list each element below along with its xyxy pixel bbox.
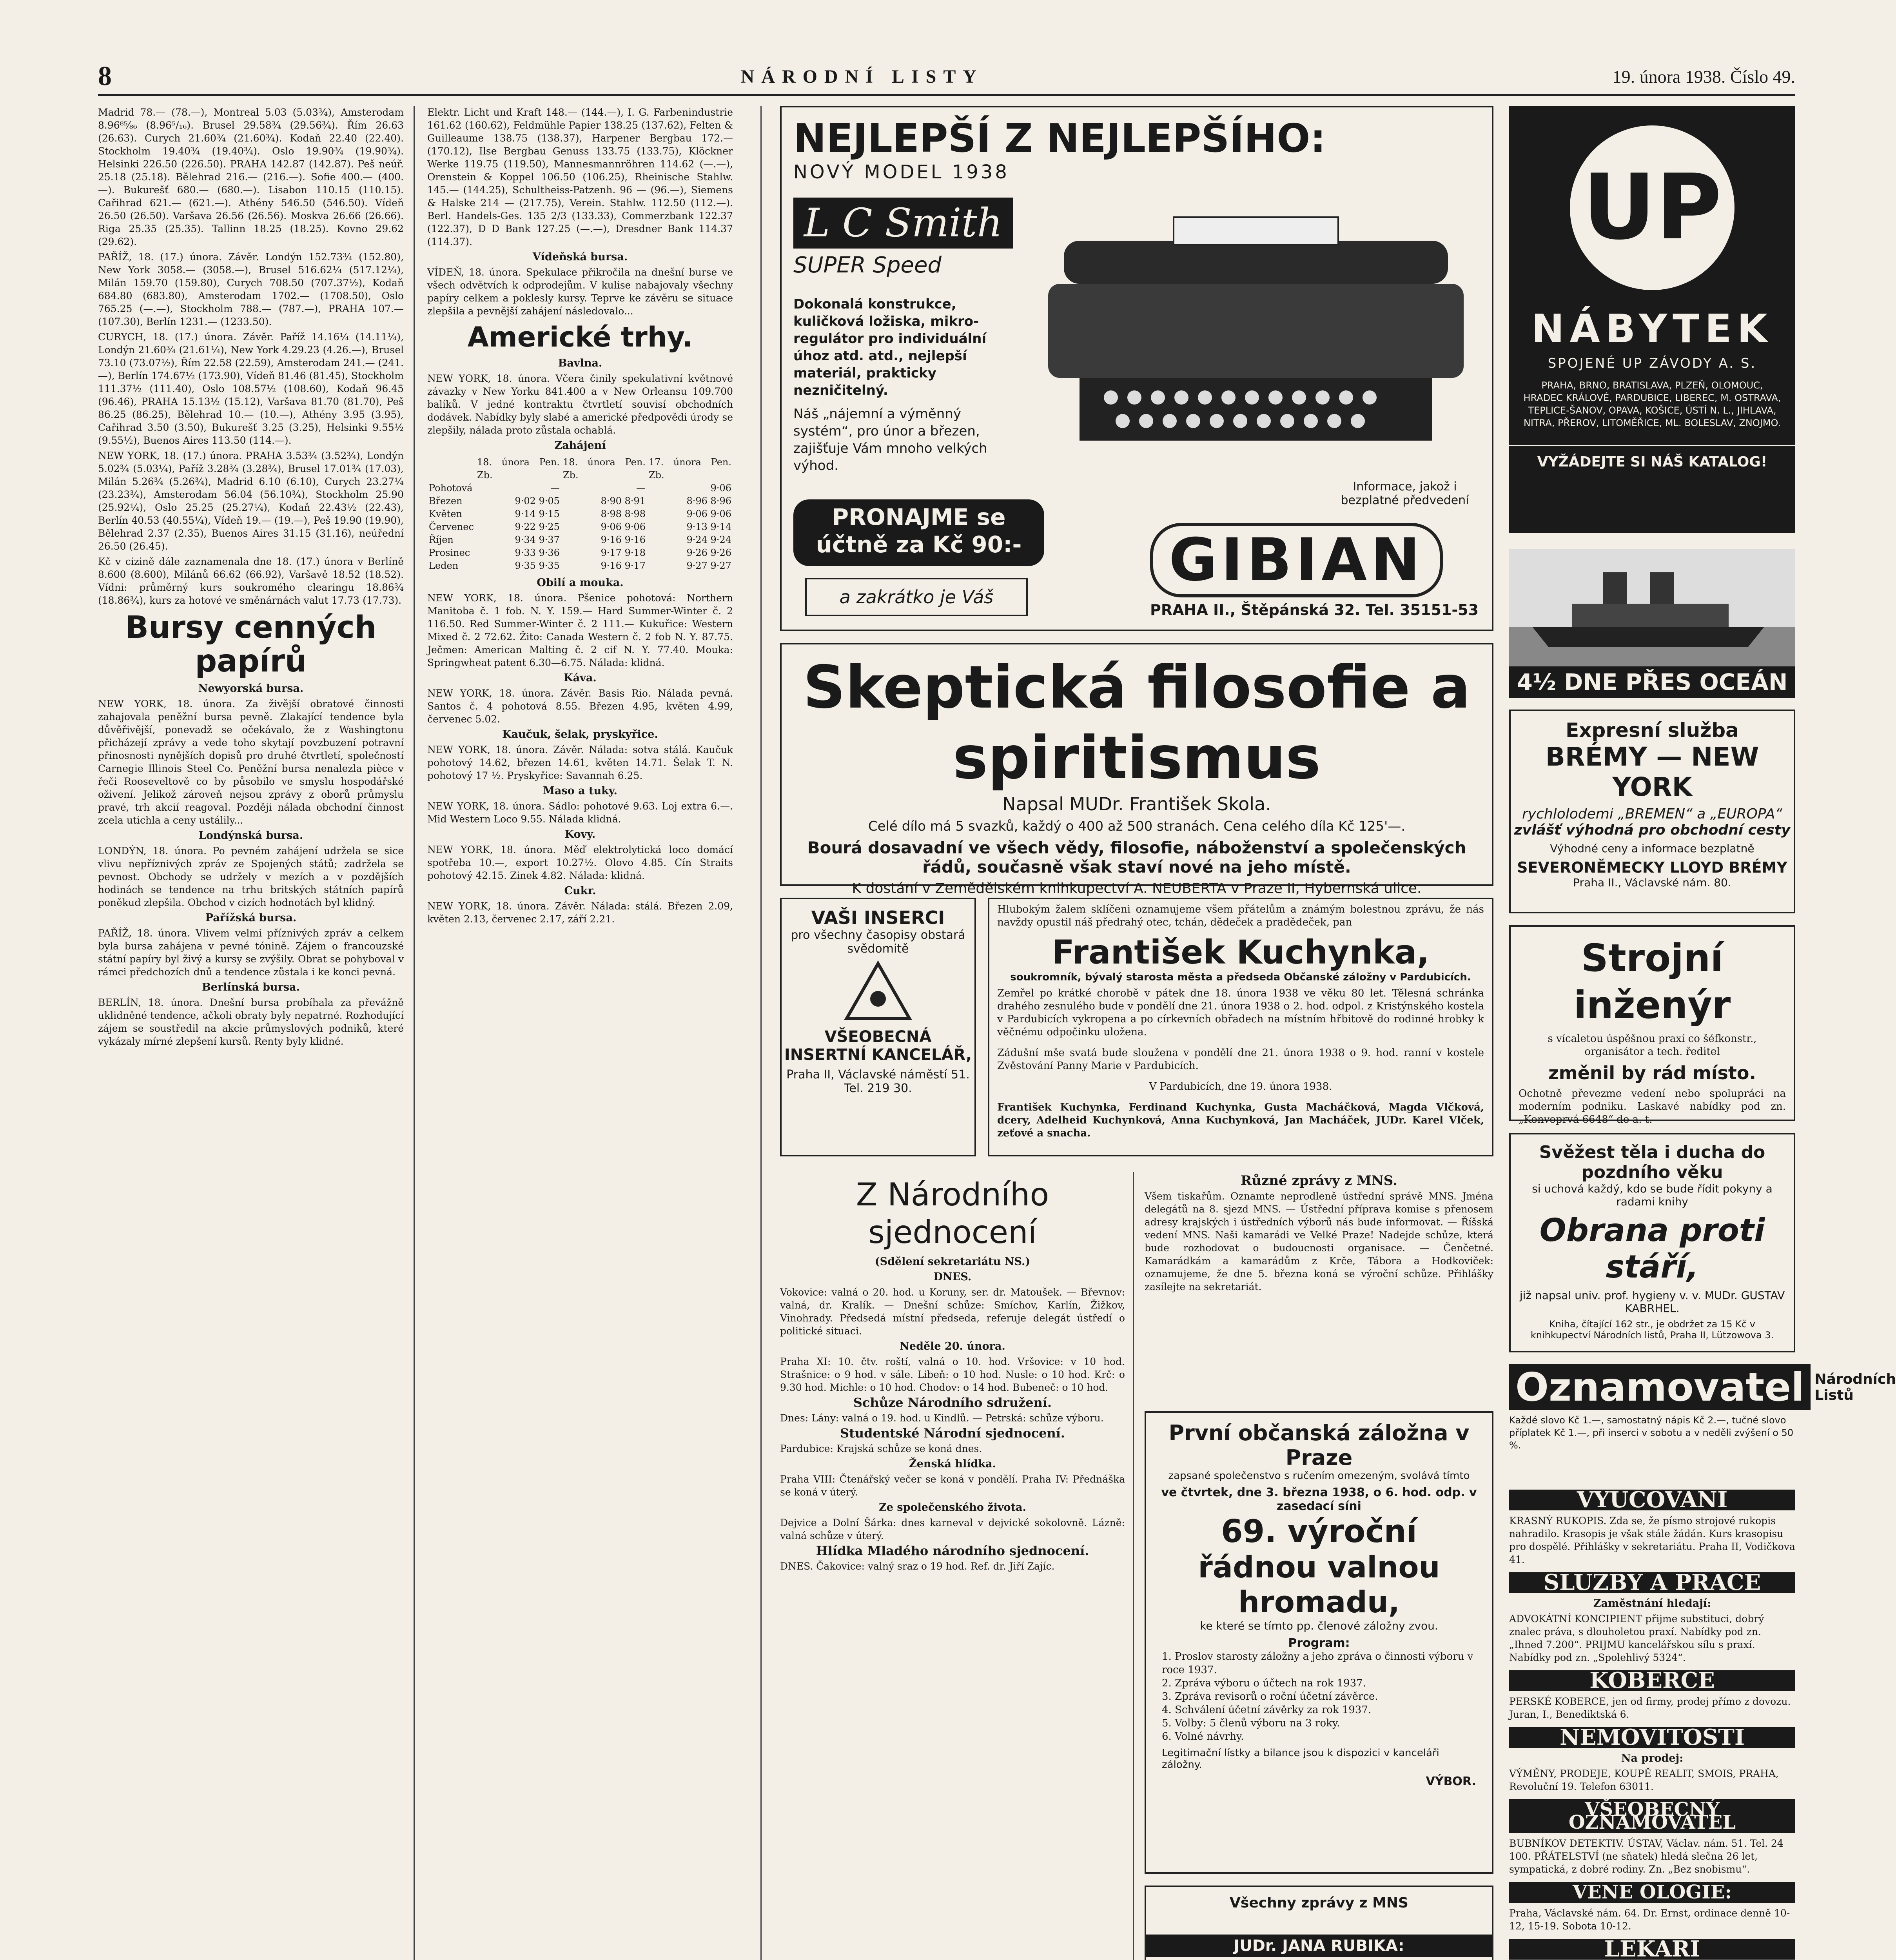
program-item: 5. Volby: 5 členů výboru na 3 roky. bbox=[1162, 1717, 1340, 1729]
classified-text: ADVOKÁTNÍ KONCIPIENT přijme substituci, dobrý znalec práva, s dlouholetou praxí. Nabídky pod zn. „Ihned 7.200“. PRIJMU kancelářskou sílu s praxí. Nabídky pod zn. „Spolehlivý 5324“. bbox=[1509, 1613, 1764, 1663]
paragraph: NEW YORK, 18. února. Včera činily spekulativní květnové závazky v New Yorku 841.400 a v New Orleansu 109.700 balíků. V jedné kontraktu čtvrtletí souvisí obchodních dodávek. Nabídky byly slabé a americké předpovědi úrody se zlepšily, nálada proto zůstala ochablá. bbox=[427, 373, 733, 436]
skeptic-bold: Bourá dosavadní ve všech vědy, filosofie, náboženství a společenských řádů, současně však staví nové na jeho místě. bbox=[807, 838, 1466, 877]
table-cell: 9·26 9·26 bbox=[686, 547, 731, 558]
table-header: 17. února Pen. Zb. bbox=[648, 457, 731, 481]
table-cell: Květen bbox=[429, 508, 462, 519]
zalozna-program bbox=[1146, 1650, 1492, 1743]
brand-logo: L C Smith bbox=[793, 198, 1013, 249]
table-row bbox=[427, 559, 733, 572]
table-cell: 9·34 9·37 bbox=[515, 534, 560, 545]
ad-vasi-inserci bbox=[780, 898, 976, 1156]
mns-title: Různé zprávy z MNS. bbox=[1241, 1173, 1397, 1189]
paragraph: NEW YORK, 18. února. Závěr. Nálada: sotva stálá. Kaučuk pohotový 14.62, březen 14.61, květen 14.71. Šelak T. N. pohotový 17 ½. Pryskyřice: Savannah 6.25. bbox=[427, 744, 733, 781]
subheading: Schůze Národního sdružení. bbox=[853, 1395, 1052, 1410]
table-row bbox=[427, 521, 733, 534]
paragraph: NEW YORK, 18. února. Závěr. Basis Rio. Nálada pevná. Santos č. 4 pohotová 8.55. Březen 4.95, květen 4.99, červenec 5.02. bbox=[427, 688, 733, 725]
subheading: DNES. bbox=[933, 1271, 972, 1283]
table-header bbox=[427, 456, 475, 482]
table-cell: 8·98 8·98 bbox=[601, 508, 646, 519]
svezest-body3: Kniha, čítající 162 str., je obdržet za 15 Kč v knihkupectví Národních listů, Praha II, Lützowova 3. bbox=[1530, 1319, 1774, 1341]
paragraph: CURYCH, 18. (17.) února. Závěr. Paříž 14.16¼ (14.11¼), Londýn 21.60¾ (21.61¼), New York 4.29.23 (4.26.—), Brusel 73.10 (73.07½), Řím 22.58 (22.59), Amsterodam 241.— (241.—), Berlín 174.67½ (173.90), Vídeň 81.46 (81.45), Stockholm 111.37½ (111.40), Oslo 108.57½ (108.60), Kodaň 96.45 (96.46), PRAHA 15.13½ (15.12), Varšava 81.70 (81.70), Peš 86.25 (86.25), Bělehrad 10.— (10.—), Athény 3.95 (3.95), Cařihrad 3.50 (3.50), Bukurešť 3.25 (3.25), Helsinki 9.55½ (9.55½), Buenos Aires 113.50 (114.—). bbox=[98, 331, 404, 446]
ad-bremy bbox=[1509, 710, 1795, 913]
subheading: Studentské Národní sjednocení. bbox=[840, 1426, 1065, 1441]
vasi-agency: VŠEOBECNÁ INSERTNÍ KANCELÁŘ, bbox=[784, 1028, 972, 1064]
table-cell: — bbox=[550, 483, 560, 494]
svezest-body2: již napsal univ. prof. hygieny v. v. MUDr. GUSTAV KABRHEL. bbox=[1519, 1289, 1785, 1315]
bremy-note: zvlášť výhodná pro obchodní cesty bbox=[1514, 822, 1791, 838]
zalozna-program-title: Program: bbox=[1288, 1636, 1350, 1650]
table-cell: 9·06 9·06 bbox=[686, 508, 731, 519]
paragraph: Elektr. Licht und Kraft 148.— (144.—), I. G. Farbenindustrie 161.62 (160.62), Feldmühle Papier 138.25 (137.62), Felten & Guilleaume 138.75 (138.37), Harpener Bergbau 172.— (170.12), Ilse Bergbau Genuss 133.75 (133.75), Klöckner Werke 119.75 (119.50), Mannesmannröhren 114.62 (—.—), Orenstein & Koppel 106.50 (106.25), Rheinische Stahlw. 145.— (144.25), Schultheiss-Patzenh. 96 — (96.—), Siemens & Halske 214 — (217.75), Verein. Stahlw. 112.50 (112.—). Berl. Handels-Ges. 135 2/3 (133.33), Commerzbank 122.37 (122.37), D D Bank 127.25 (—.—), Dresdner Bank 114.37 (114.37). bbox=[427, 107, 733, 247]
svezest-title: Svěžest těla i ducha do pozdního věku bbox=[1539, 1142, 1765, 1182]
table-cell: 9·16 9·16 bbox=[601, 534, 646, 545]
paragraph: Dnes: Lány: valná o 19. hod. u Kindlů. — Petrská: schůze výboru. bbox=[780, 1412, 1104, 1424]
section-nemovitosti: NEMOVITOSTI bbox=[1509, 1727, 1795, 1748]
gibian-logo: GIBIAN bbox=[1150, 523, 1443, 597]
bremy-address: Praha II., Václavské nám. 80. bbox=[1573, 876, 1731, 889]
table-cell: Leden bbox=[429, 560, 459, 571]
svezest-body: si uchová každý, kdo se bude řídit pokyny a radami knihy bbox=[1532, 1182, 1773, 1208]
section-sluzby: SLUŽBY A PRÁCE bbox=[1509, 1572, 1795, 1593]
ad-address: PRAHA II., Štěpánská 32. Tel. 35151-53 bbox=[1150, 601, 1479, 619]
price-badge: PRONAJME se účtně za Kč 90:- bbox=[793, 499, 1044, 566]
dateline: 19. února 1938. Číslo 49. bbox=[1612, 66, 1795, 87]
paragraph: DNES. Čakovice: valný sraz o 19 hod. Ref. dr. Jiří Zajíc. bbox=[780, 1561, 1055, 1572]
oznamovatel-note: Každé slovo Kč 1.—, samostatný nápis Kč 2.—, tučné slovo příplatek Kč 1.—, při inserci v sobotu a v neděli zvýšení o 50 %. bbox=[1509, 1415, 1794, 1451]
paragraph: VÍDEŇ, 18. února. Spekulace přikročila na dnešní burse ve všech odvětvích k odprodejům. V kulise nabajovaly všechny papíry celkem a poklesly kursy. Teprve ke závěru se situace zlepšila a pevnější zahájení následovalo... bbox=[427, 267, 733, 317]
classified-sub: Na prodej: bbox=[1621, 1752, 1684, 1764]
paragraph: BERLÍN, 18. února. Dnešní bursa probíhala za převážně uklidněné tendence, ačkoli obraty byly nepatrné. Rozhodující zájem se soustředil na akcie průmyslových podniků, které vykázaly mírné zlepšení kursů. Renty byly klidné. bbox=[98, 997, 404, 1047]
brand-super: SUPER Speed bbox=[793, 252, 942, 278]
obituary-title: soukromník, bývalý starosta města a předseda Občanské záložny v Pardubicích. bbox=[1010, 971, 1471, 983]
subheading: Bavlna. bbox=[558, 357, 602, 369]
obituary-date: V Pardubicích, dne 19. února 1938. bbox=[1149, 1081, 1332, 1093]
table-cell: 9·14 9·15 bbox=[515, 508, 560, 519]
ad-headline: NEJLEPŠÍ Z NEJLEPŠÍHO: bbox=[793, 115, 1326, 161]
subheading: Neděle 20. února. bbox=[900, 1340, 1005, 1352]
table-cell: 9·06 bbox=[710, 483, 731, 494]
subheading: Pařížská bursa. bbox=[205, 912, 297, 924]
oznamovatel-sub: Národních Listů bbox=[1814, 1371, 1896, 1403]
paragraph: PAŘÍŽ, 18. února. Vlivem velmi příznivých zpráv a celkem byla bursa zahájena v pevné tónině. Zájem o francouzské státní papíry byl živý a kursy se zvýšily. Obrat se pohyboval v rámci předchozích dnů a tendence zůstala i ke konci pevná. bbox=[98, 927, 404, 978]
cotton-table bbox=[427, 456, 733, 572]
headline-burzy: Bursy cenných papírů bbox=[125, 610, 377, 679]
skeptic-desc: Celé dílo má 5 svazků, každý o 400 až 500 stranách. Cena celého díla Kč 125'—. bbox=[868, 818, 1406, 834]
strojni-bold: změnil by rád místo. bbox=[1548, 1062, 1756, 1083]
up-logo: UP bbox=[1570, 125, 1735, 290]
table-cell: Červenec bbox=[429, 521, 474, 532]
typewriter-illustration bbox=[1032, 194, 1483, 468]
program-item: 1. Proslov starosty záložny a jeho zpráva o činnosti výboru v roce 1937. bbox=[1162, 1651, 1473, 1676]
subheading: Londýnská bursa. bbox=[198, 829, 303, 842]
skeptic-title: Skeptická filosofie a spiritismus bbox=[803, 653, 1471, 792]
classified-sub: Zaměstnání hledají: bbox=[1593, 1597, 1711, 1610]
classifieds bbox=[1509, 1487, 1795, 1960]
table-cell: 9·22 9·25 bbox=[515, 521, 560, 532]
masthead: NÁRODNÍ LISTY bbox=[740, 66, 983, 87]
table-cell: 8·90 8·91 bbox=[601, 495, 646, 506]
subheading: Káva. bbox=[564, 672, 597, 684]
column-commodities bbox=[427, 106, 733, 1960]
subheading: Kaučuk, šelak, pryskyřice. bbox=[502, 728, 658, 740]
subheading: Newyorská bursa. bbox=[198, 682, 304, 695]
bremy-info: Výhodné ceny a informace bezplatně bbox=[1550, 842, 1754, 855]
obituary-name: František Kuchynka, bbox=[1052, 933, 1430, 971]
zalozna-signature: VÝBOR. bbox=[1426, 1775, 1476, 1788]
up-cities: PRAHA, BRNO, BRATISLAVA, PLZEŇ, OLOMOUC, HRADEC KRÁLOVÉ, PARDUBICE, LIBEREC, M. OSTRAVA, TEPLICE-ŠANOV, OPAVA, KOŠICE, ÚSTÍ N. L., JIHLAVA, NITRA, PŘEROV, LITOMĚŘICE, ML. BOLESLAV, ZNOJMO. bbox=[1523, 380, 1781, 428]
obituary bbox=[988, 898, 1493, 1156]
classified-text: BUBNÍKOV DETEKTIV. ÚSTAV, Václav. nám. 51. Tel. 24 100. PŘÁTELSTVÍ (ne sňatek) hledá slečna 26 let, sympatická, z dobré rodiny. Zn. „Bez snobismu“. bbox=[1509, 1838, 1784, 1875]
section-vyucovani: VYUČOVÁNÍ bbox=[1509, 1490, 1795, 1510]
table-row bbox=[427, 534, 733, 546]
column-sjednoceni bbox=[780, 1172, 1125, 1960]
paragraph: NEW YORK, 18. (17.) února. PRAHA 3.53¾ (3.52¾), Londýn 5.02¾ (5.03¼), Paříž 3.28¾ (3.28¾), Brusel 17.01¾ (17.03), Milán 5.26¾ (5.26¾), Madrid 6.10 (6.10), Curych 23.27¼ (23.23¾), Amsterodam 56.04 (56.10¾), Stockholm 25.90 (25.92¼), Oslo 25.25 (25.27¼), Kodaň 22.43½ (22.43), Berlín 40.53 (40.55¼), Vídeň 19.— (19.—), Peš 19.90 (19.90), Bělehrad 2.37 (2.35), Buenos Aires 31.15 (31.16), neúřední 26.50 (26.45). bbox=[98, 450, 404, 552]
subheading: Obilí a mouka. bbox=[537, 577, 624, 589]
ad-up-nabytek bbox=[1509, 106, 1795, 533]
table-cell: Říjen bbox=[429, 534, 454, 545]
ad-offer: Náš „nájemní a výměnný systém“, pro únor a březen, zajišťuje Vám mnoho velkých výhod. bbox=[793, 406, 987, 474]
ad-description: Dokonalá konstrukce, kuličková ložiska, mikro-regulátor pro individuální úhoz atd. atd., nejlepší materiál, prakticky nezničitelný. bbox=[793, 296, 987, 398]
paragraph: Kč v cizině dále zaznamenala dne 18. (17.) února v Berlíně 8.600 (8.600), Milánů 66.62 (66.92), Varšavě 18.52 (18.52). Vídni: průměrný kurs soukromého clearingu 18.86¾ (18.86¾), kurs za hotové ve směnárnách valut 17.73 (17.73). bbox=[98, 556, 404, 606]
program-item: 2. Zpráva výboru o účtech na rok 1937. bbox=[1162, 1677, 1366, 1689]
strojni-title: Strojní inženýr bbox=[1573, 936, 1731, 1027]
ad-skepticka bbox=[780, 643, 1493, 897]
subheading: Cukr. bbox=[564, 885, 596, 897]
skeptic-author: Napsal MUDr. František Skola. bbox=[1002, 793, 1271, 815]
obituary-text: Zemřel po krátké chorobě v pátek dne 18. února 1938 ve věku 80 let. Tělesná schránka drahého zesnulého bude v pondělí dne 21. února 1938 o 2. hod. odpol. z Kristýnského kostela v Pardubicích vykropena a po církevních obřadech na místním hřbitově do rodinné hrobky k věčnému odpočinku uložena. bbox=[997, 987, 1484, 1038]
paragraph: NEW YORK, 18. února. Pšenice pohotová: Northern Manitoba č. 1 fob. N. Y. 159.— Hard Summer-Winter č. 2 116.50. Red Summer-Winter č. 2 111.— Kukuřice: Western Mixed č. 2 72.62. Žito: Canada Western č. 2 fob N. Y. 87.75. Ječmen: American Malting č. 2 cif N. Y. 77.40. Mouka: Springwheat patent 6.30—6.75. Nálada: klidná. bbox=[427, 592, 733, 668]
bremy-title: Expresní služba bbox=[1566, 719, 1739, 742]
column-rule bbox=[1133, 1172, 1134, 1960]
table-cell: 9·13 9·14 bbox=[686, 521, 731, 532]
ad-strojni-inzenyr bbox=[1509, 925, 1795, 1125]
table-cell: 8·96 8·96 bbox=[686, 495, 731, 506]
table-cell: — bbox=[636, 483, 646, 494]
subheading: Hlídka Mladého národního sjednocení. bbox=[816, 1543, 1089, 1558]
column-rule bbox=[760, 106, 762, 1960]
obituary-family: František Kuchynka, Ferdinand Kuchynka, Gusta Macháčková, Magda Vlčková, dcery, Adelheid Kuchynková, Anna Kuchynková, Jan Macháček, JUDr. Karel Vlček, zeťové a snacha. bbox=[997, 1102, 1484, 1139]
subheading: Ze společenského života. bbox=[879, 1501, 1026, 1514]
ad-info: Informace, jakož i bezplatné předvedení bbox=[1341, 480, 1469, 507]
table-row bbox=[427, 495, 733, 508]
program-item: 6. Volné návrhy. bbox=[1162, 1731, 1244, 1742]
obituary-intro: Hlubokým žalem sklíčeni oznamujeme všem přátelům a známým bolestnou zprávu, že nás navždy opustil náš předrahý otec, tchán, dědeček a pradědeček, pan bbox=[997, 904, 1484, 928]
classified-text: PERSKÉ KOBERCE, jen od firmy, prodej přímo z dovozu. Juran, I., Benediktská 6. bbox=[1509, 1696, 1791, 1720]
ship-illustration bbox=[1509, 549, 1795, 666]
classified-text: VÝMĚNY, PRODEJE, KOUPĚ REALIT, SMOIS, PRAHA, Revoluční 19. Telefon 63011. bbox=[1509, 1768, 1779, 1792]
vasi-sub: pro všechny časopisy obstará svědomitě bbox=[791, 928, 965, 956]
zalozna-sub: zapsané společenstvo s ručením omezeným, svolává tímto bbox=[1168, 1470, 1470, 1482]
ad-cizolozstvi bbox=[1145, 1886, 1493, 1960]
section-venerologie: VENE OLOGIE: bbox=[1509, 1882, 1795, 1903]
up-cta: VYŽÁDEJTE SI NÁŠ KATALOG! bbox=[1509, 445, 1795, 470]
ad-obrana-proti-stari bbox=[1509, 1133, 1795, 1352]
zalozna-body2: ke které se tímto pp. členové záložny zvou. bbox=[1200, 1619, 1438, 1632]
section-vseobecny: VŠEOBECNÝ OZNAMOVATEL bbox=[1509, 1799, 1795, 1833]
subheading: Berlínská bursa. bbox=[201, 981, 300, 993]
table-cell: 9·17 9·18 bbox=[601, 547, 646, 558]
paragraph: Praha XI: 10. čtv. roští, valná o 10. hod. Vršovice: v 10 hod. Strašnice: o 9 hod. v sále. Libeň: o 10 hod. Nusle: o 10 hod. Krč: o 9.30 hod. Michle: o 10 hod. Chodov: o 14 hod. Bubeneč: o 10 hod. bbox=[780, 1356, 1125, 1393]
ad-zalozna bbox=[1145, 1411, 1493, 1874]
section-koberce: KOBERCE bbox=[1509, 1670, 1795, 1691]
vasi-logo-icon bbox=[839, 956, 917, 1026]
ad-model: NOVÝ MODEL 1938 bbox=[793, 161, 1009, 183]
paragraph: NEW YORK, 18. února. Měď elektrolytická loco domácí spotřeba 10.—, export 10.27½. Olovo 4.85. Cín Straits pohotový 42.15. Zinek 4.82. Nálada: klidná. bbox=[427, 844, 733, 881]
skeptic-seller: K dostání v Zemědělském knihkupectví A. NEUBERTA v Praze II, Hybernská ulice. bbox=[852, 880, 1422, 897]
paragraph: Pardubice: Krajská schůze se koná dnes. bbox=[780, 1443, 982, 1454]
program-item: 4. Schválení účetní závěrky za rok 1937. bbox=[1162, 1704, 1372, 1716]
ad-lcsmith bbox=[780, 106, 1493, 631]
price-subtext: a zakrátko je Váš bbox=[805, 578, 1028, 616]
column-markets bbox=[98, 106, 404, 1960]
table-cell: 9·16 9·17 bbox=[601, 560, 646, 571]
paragraph: NEW YORK, 18. února. Sádlo: pohotové 9.63. Loj extra 6.—. Mid Western Loco 9.55. Nálada klidná. bbox=[427, 800, 733, 825]
table-title: Zahájení bbox=[554, 439, 606, 452]
page-header bbox=[98, 59, 1795, 96]
subheading: Ženská hlídka. bbox=[909, 1458, 996, 1470]
ad-ship bbox=[1509, 549, 1795, 698]
up-title: NÁBYTEK bbox=[1531, 306, 1773, 352]
sjednoceni-sub: (Sdělení sekretariátu NS.) bbox=[875, 1256, 1031, 1268]
zalozna-meeting: řádnou valnou hromadu, bbox=[1198, 1550, 1440, 1619]
column-rule bbox=[414, 106, 415, 1960]
table-row bbox=[427, 546, 733, 559]
subheading: Kovy. bbox=[564, 828, 596, 840]
paragraph: Dejvice a Dolní Šárka: dnes karneval v dejvické sokolovně. Lázně: valná schůze v úterý. bbox=[780, 1517, 1125, 1541]
subheading: Maso a tuky. bbox=[543, 785, 617, 797]
cizo-header: Všechny zprávy z MNS bbox=[1230, 1895, 1408, 1911]
table-header: 18. února Pen. Zb. bbox=[562, 457, 646, 481]
strojni-body: s vícaletou úspěšnou praxí co šéfkonstr., organisátor a tech. ředitel bbox=[1548, 1033, 1757, 1058]
section-lekari: LÉKAŘI bbox=[1509, 1939, 1795, 1960]
table-cell: 9·24 9·24 bbox=[686, 534, 731, 545]
table-cell: 9·35 9·35 bbox=[515, 560, 560, 571]
paragraph: NEW YORK, 18. února. Závěr. Nálada: stálá. Březen 2.09, květen 2.13, červenec 2.17, září 2.21. bbox=[427, 900, 733, 925]
bremy-company: SEVERONĚMECKY LLOYD BRÉMY bbox=[1517, 859, 1787, 876]
table-cell: Prosinec bbox=[429, 547, 470, 558]
subheading: Vídeňská bursa. bbox=[532, 251, 628, 263]
obituary-mass: Zádušní mše svatá bude sloužena v pondělí dne 21. února 1938 o 9. hod. ranní v kostele Zvěstování Panny Marie v Pardubicích. bbox=[997, 1047, 1484, 1072]
table-cell: Březen bbox=[429, 495, 463, 506]
paragraph: Madrid 78.— (78.—), Montreal 5.03 (5.03¾), Amsterodam 8.96⁸⁵⁄₈₆ (8.96⁵/₁₆). Brusel 29.58¾ (29.56¾). Řím 26.63 (26.63). Curych 21.60¾ (21.60¾). Kodaň 22.40 (22.40). Stockholm 19.40¾ (19.40¾). Oslo 19.90¾ (19.90¾). Helsinki 226.50 (226.50). PRAHA 142.87 (142.87). Peš neúř. 25.18 (25.18). Bělehrad 216.— (216.—). Sofie 400.— (400.—). Bukurešť 680.— (680.—). Lisabon 110.15 (110.15). Cařihrad 621.— (621.—). Athény 546.50 (546.50). Vídeň 26.50 (26.50). Varšava 26.56 (26.56). Moskva 26.66 (26.66). Riga 25.35 (25.35). Tallinn 18.25 (18.25). Kovno 29.62 (29.62). bbox=[98, 107, 404, 247]
table-cell: Pohotová bbox=[429, 483, 473, 494]
zalozna-body: ve čtvrtek, dne 3. března 1938, o 6. hod. odp. v zasedací síni bbox=[1161, 1486, 1477, 1513]
headline-americke-trhy: Americké trhy. bbox=[467, 321, 693, 353]
vasi-address: Praha II, Václavské náměstí 51. Tel. 219 30. bbox=[786, 1068, 970, 1095]
paragraph: Vokovice: valná o 20. hod. u Koruny, ser. dr. Matoušek. — Břevnov: valná, dr. Kralík. — Dnešní schůze: Smíchov, Karlín, Žižkov, Vinohrady. Předsedá místní předseda, referuje delegát ústředí o politické situaci. bbox=[780, 1287, 1125, 1337]
table-header: 18. února Pen. Zb. bbox=[477, 457, 560, 481]
page-number: 8 bbox=[98, 61, 112, 91]
paragraph: PAŘÍŽ, 18. (17.) února. Závěr. Londýn 152.73¾ (152.80), New York 3058.— (3058.—), Brusel 516.62¼ (517.12¼), Milán 159.70 (159.80), Curych 708.50 (707.37½), Kodaň 684.80 (683.80), Amsterodam 1702.— (1708.50), Oslo 765.25 (—.—), Stockholm 788.— (787.—), PRAHA 107.— (107.30), Berlín 1231.— (1233.50). bbox=[98, 251, 404, 327]
table-cell: 9·02 9·05 bbox=[515, 495, 560, 506]
bremy-ships: rychlolodemi „BREMEN“ a „EUROPA“ bbox=[1522, 806, 1782, 822]
sjednoceni-title: Z Národního sjednocení bbox=[856, 1176, 1049, 1250]
zalozna-num: 69. výroční bbox=[1221, 1513, 1417, 1550]
cizo-author: JUDr. JANA RUBIKA: bbox=[1146, 1935, 1492, 1957]
table-cell: 9·33 9·36 bbox=[515, 547, 560, 558]
table-cell: 9·06 9·06 bbox=[601, 521, 646, 532]
bremy-route: BRÉMY — NEW YORK bbox=[1545, 742, 1759, 802]
table-cell: 9·27 9·27 bbox=[686, 560, 731, 571]
paragraph: Praha VIII: Čtenářský večer se koná v pondělí. Praha IV: Přednáška se koná v úterý. bbox=[780, 1474, 1125, 1498]
oznamovatel-title: Oznamovatel bbox=[1509, 1364, 1811, 1410]
paragraph: NEW YORK, 18. února. Za živější obratové činnosti zahajovala peněžní bursa pevně. Zlakající tendence byla důvěřivější, ponevadž se očekávalo, že z Washingtonu přicházejí zprávy a vede toho skytají povzbuzení potravní přinosnosti nynějších dopisů pro druhé čtvrtletí, společností Carnegie Illinois Steel Co. Peněžní bursa nenalezla pièce v řeči Rooseveltově co by působilo ve smyslu hospodářské oživení. Jelikož zároveň nejsou zprávy z oborů průmyslu pravé, trh akcií reagoval. Později nálada obchodní činnost zcela utichla a ceny ustálily... bbox=[98, 698, 404, 826]
svezest-book: Obrana proti stáří, bbox=[1539, 1212, 1765, 1285]
strojni-body2: Ochotně převezme vedení nebo spolupráci na moderním podniku. Laskavé nabídky pod zn. „Konvoprvá 6648“ do a. t. bbox=[1519, 1088, 1786, 1125]
program-item: 3. Zpráva revisorů o roční účetní závěrce. bbox=[1162, 1691, 1378, 1702]
paragraph: Všem tiskařům. Oznamte neprodleně ústřední správě MNS. Jména delegátů na 8. sjezd MNS. — Ústřední příprava komise s přenosem adresy krajských i ústředních výborů nás bude informovat. — Říšská vedení MNS. Naši kamarádi ve Velké Praze! Nadejde schůze, která bude rozhodovat o budoucnosti organisace. — Čenčetné. Kamarádkám a kamarádům z Krče, Tábora a Hodkoviček: oznamujeme, že dne 5. března koná se výroční schůze. Přihlášky zasílejte na sekretariát. bbox=[1145, 1191, 1493, 1292]
vasi-title: VAŠI INSERCI bbox=[811, 907, 945, 928]
oznamovatel-section bbox=[1509, 1364, 1896, 1482]
ship-caption: 4½ DNE PŘES OCEÁN bbox=[1509, 666, 1795, 698]
table-row bbox=[427, 508, 733, 521]
classified-text: Praha, Václavské nám. 64. Dr. Ernst, ordinace denně 10-12, 15-19. Sobota 10-12. bbox=[1509, 1907, 1790, 1932]
zalozna-title: První občanská záložna v Praze bbox=[1168, 1421, 1470, 1470]
paragraph: LONDÝN, 18. února. Po pevném zahájení udržela se sice vlivu nepříznivých zpráv ze Spojených států; zadržela se pevnost. Obchody se udržely v mezích a v pozdějších hodinách se tendence na trhu britských státních papírů poněkud zlepšila. Obchod v cizích hodnotách byl klidný. bbox=[98, 845, 404, 908]
table-row bbox=[427, 482, 733, 495]
classified-text: KRASNÝ RUKOPIS. Zda se, že písmo strojové rukopis nahradilo. Krasopis je však stále žádán. Kurs krasopisu pro dospělé. Přihlášky v sekretariátu. Praha II, Vodičkova 41. bbox=[1509, 1515, 1795, 1565]
zalozna-closing: Legitimační lístky a bilance jsou k dispozici v kanceláři záložny. bbox=[1162, 1747, 1439, 1771]
up-subtitle: SPOJENÉ UP ZÁVODY A. S. bbox=[1548, 356, 1757, 371]
